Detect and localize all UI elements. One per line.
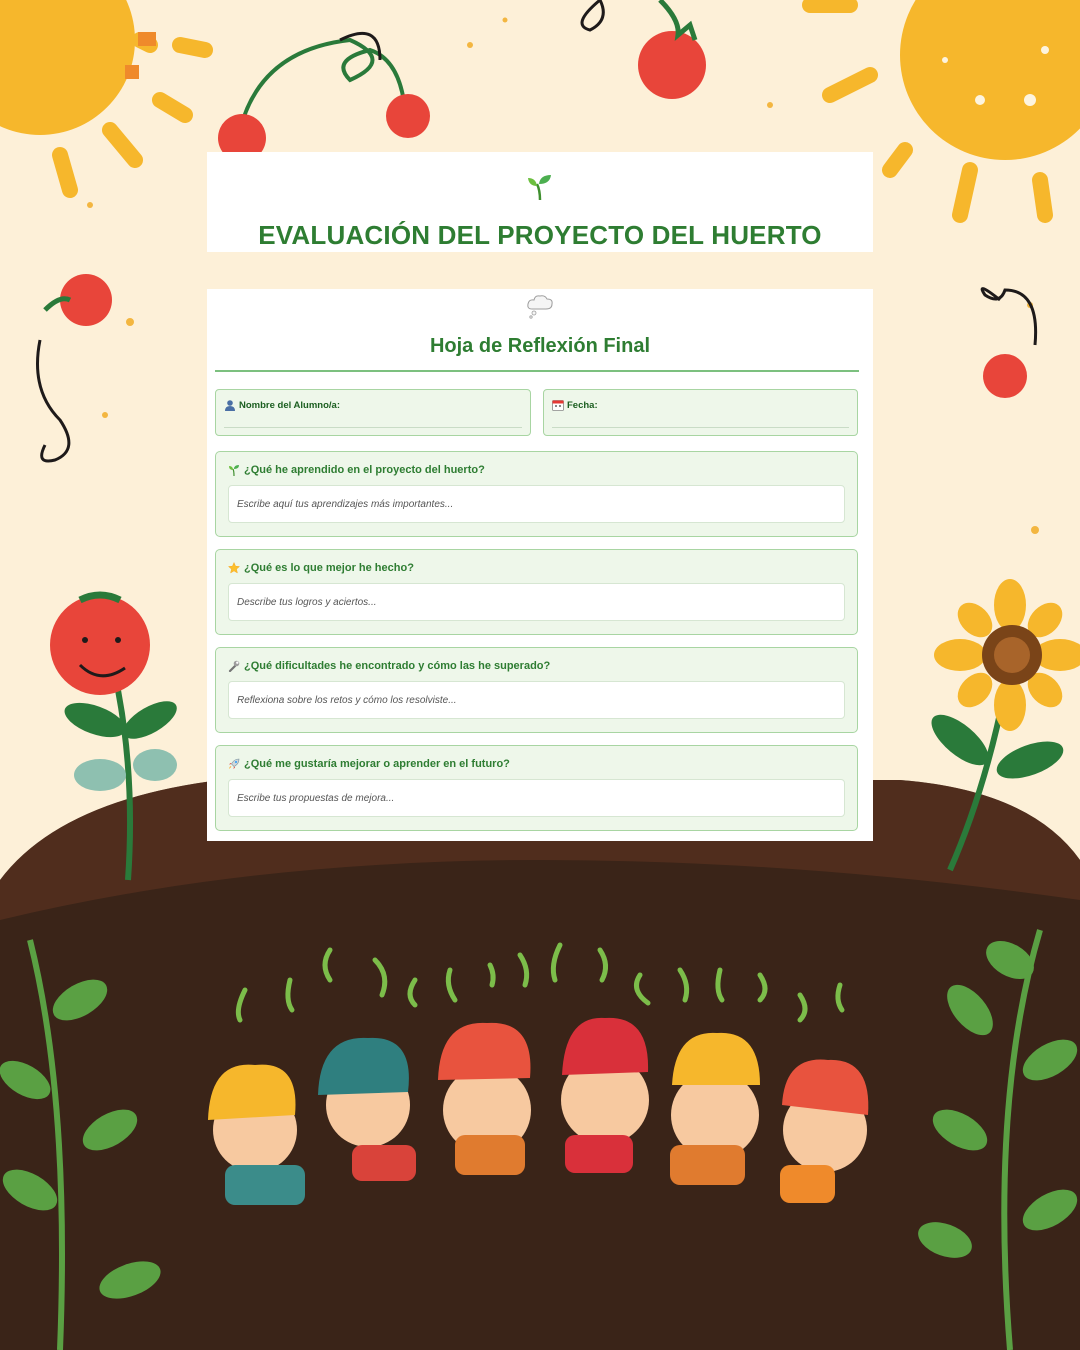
student-name-label: Nombre del Alumno/a: xyxy=(239,399,340,411)
date-field[interactable] xyxy=(543,389,858,436)
question-difficulties xyxy=(215,647,858,733)
question-best xyxy=(215,549,858,635)
wrench-icon xyxy=(228,660,240,672)
reflection-form xyxy=(207,289,873,841)
page-title: EVALUACIÓN DEL PROYECTO DEL HUERTO xyxy=(258,220,822,250)
calendar-icon xyxy=(552,399,564,411)
title-card xyxy=(207,152,873,252)
question-best-label: ¿Qué es lo que mejor he hecho? xyxy=(244,562,414,574)
date-label: Fecha: xyxy=(567,399,598,411)
sprout-icon xyxy=(228,464,240,476)
question-improve-label: ¿Qué me gustaría mejorar o aprender en el futuro? xyxy=(244,758,510,770)
rocket-icon xyxy=(228,758,240,770)
date-write-line xyxy=(552,427,849,428)
student-name-field[interactable] xyxy=(215,389,531,436)
thought-bubble-icon xyxy=(207,293,873,319)
question-improve xyxy=(215,745,858,831)
person-icon xyxy=(224,399,236,411)
question-learned-label: ¿Qué he aprendido en el proyecto del huerto? xyxy=(244,464,485,476)
difficulties-answer-input[interactable]: Reflexiona sobre los retos y cómo los resolviste... xyxy=(228,681,845,719)
sheet-title: Hoja de Reflexión Final xyxy=(429,335,651,357)
learned-answer-input[interactable]: Escribe aquí tus aprendizajes más importantes... xyxy=(228,485,845,523)
question-difficulties-label: ¿Qué dificultades he encontrado y cómo las he superado? xyxy=(244,660,551,672)
improve-answer-input[interactable]: Escribe tus propuestas de mejora... xyxy=(228,779,845,817)
name-write-line xyxy=(224,427,522,428)
divider xyxy=(215,370,859,372)
question-learned xyxy=(215,451,858,537)
sprout-icon xyxy=(207,172,873,202)
star-icon xyxy=(228,562,240,574)
best-answer-input[interactable]: Describe tus logros y aciertos... xyxy=(228,583,845,621)
